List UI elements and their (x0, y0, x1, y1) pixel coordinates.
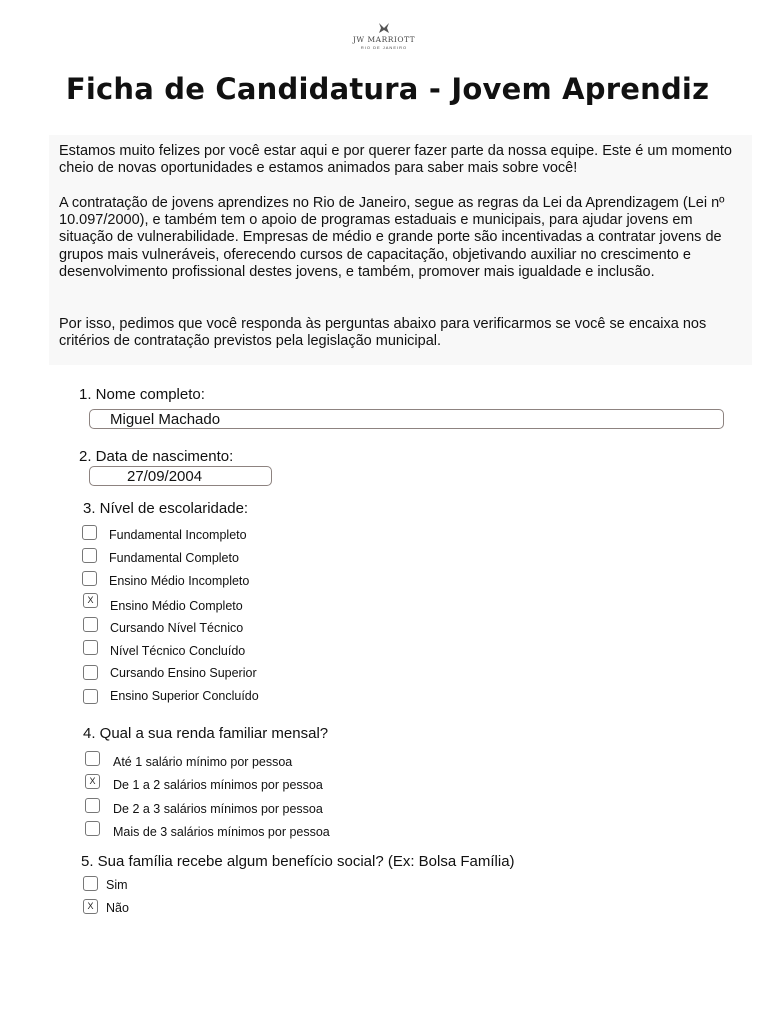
checkbox[interactable] (83, 640, 98, 655)
question-1-label: 1. Nome completo: (79, 386, 205, 403)
question-2-label: 2. Data de nascimento: (79, 448, 234, 465)
checkbox[interactable] (83, 689, 98, 704)
checkbox[interactable] (83, 876, 98, 891)
checkbox[interactable] (83, 665, 98, 680)
checkbox[interactable] (85, 821, 100, 836)
option-label: Cursando Ensino Superior (110, 666, 257, 680)
intro-section (49, 135, 752, 365)
intro-paragraph-1: Estamos muito felizes por você estar aqui e por querer fazer parte da nossa equipe. Este é um momento cheio de novas oportunidades e estamos animados para saber mais sobre você! (59, 143, 732, 177)
logo-icon (377, 22, 391, 34)
option-label: Não (106, 901, 129, 915)
birthdate-field[interactable]: 27/09/2004 (89, 466, 272, 486)
full-name-field[interactable]: Miguel Machado (89, 409, 724, 429)
checkbox[interactable] (83, 617, 98, 632)
question-3-label: 3. Nível de escolaridade: (83, 500, 249, 517)
checkbox[interactable] (82, 525, 97, 540)
option-label: Mais de 3 salários mínimos por pessoa (113, 825, 330, 839)
option-label: Fundamental Incompleto (109, 528, 247, 542)
option-label: De 2 a 3 salários mínimos por pessoa (113, 802, 323, 816)
checkbox[interactable]: X (83, 899, 98, 914)
option-label: Até 1 salário mínimo por pessoa (113, 755, 293, 769)
option-label: Sim (106, 878, 128, 892)
intro-paragraph-3: Por isso, pedimos que você responda às perguntas abaixo para verificarmos se você se encaixa nos critérios de contratação previstos pela legislação municipal. (59, 316, 707, 350)
logo-name: JW MARRIOTT (352, 35, 416, 44)
logo-subtitle: RIO DE JANEIRO (360, 45, 408, 50)
checkbox[interactable]: X (85, 774, 100, 789)
option-label: Ensino Médio Incompleto (109, 574, 250, 588)
checkbox[interactable] (85, 798, 100, 813)
option-label: Ensino Superior Concluído (110, 689, 259, 703)
question-5-label: 5. Sua família recebe algum benefício social? (Ex: Bolsa Família) (81, 853, 515, 870)
option-label: Nível Técnico Concluído (110, 644, 246, 658)
option-label: Fundamental Completo (109, 551, 239, 565)
checkbox[interactable] (82, 571, 97, 586)
checkbox[interactable] (82, 548, 97, 563)
checkbox[interactable] (85, 751, 100, 766)
logo (0, 22, 768, 50)
page-title: Ficha de Candidatura - Jovem Aprendiz (65, 72, 710, 106)
option-label: De 1 a 2 salários mínimos por pessoa (113, 778, 323, 792)
question-4-label: 4. Qual a sua renda familiar mensal? (83, 725, 329, 742)
option-label: Cursando Nível Técnico (110, 621, 244, 635)
intro-paragraph-2: A contratação de jovens aprendizes no Rio de Janeiro, segue as regras da Lei da Aprendizagem (Lei nº 10.097/2000), e também tem o apoio de programas estaduais e municipais, para ajudar jovens em situação de vulnerabilidade. Empresas de médio e grande porte são incentivadas a contratar jovens de grupos mais vulneráveis, oferecendo cursos de capacitação, objetivando auxiliar no crescimento e desenvolvimento profissional destes jovens, e também, promover mais igualdade e inclusão. (59, 195, 725, 280)
option-label: Ensino Médio Completo (110, 599, 243, 613)
checkbox[interactable]: X (83, 593, 98, 608)
